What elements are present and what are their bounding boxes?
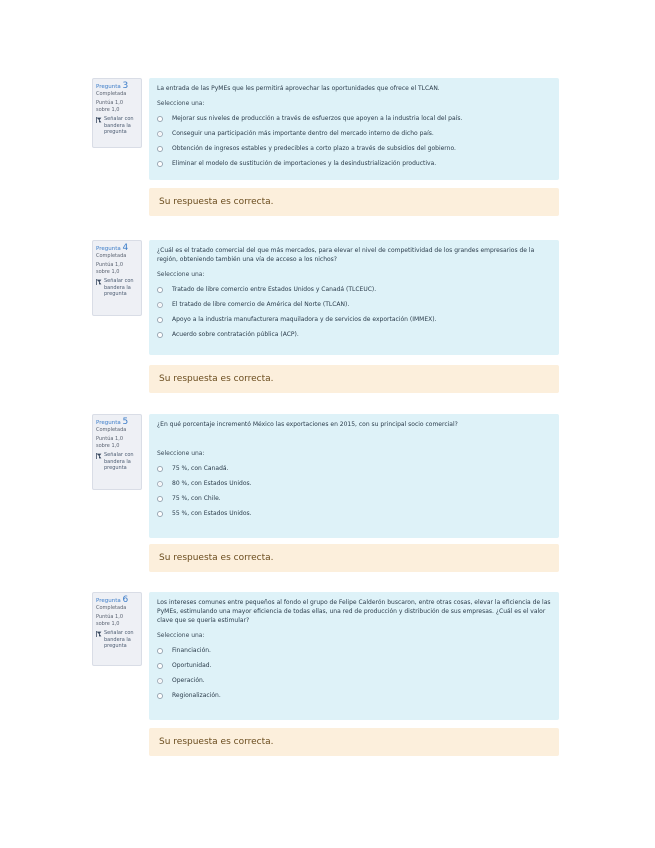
flag-icon: [96, 453, 102, 459]
question-points: Puntúa 1,0: [96, 614, 123, 620]
question-info: [92, 592, 142, 666]
flag-label: Señalar con bandera la pregunta: [104, 278, 134, 297]
radio-button-selected[interactable]: [157, 131, 163, 137]
question-number: Pregunta 5: [96, 417, 129, 427]
question-state: Completada: [96, 90, 127, 97]
question-text: Los intereses comunes entre pequeños al fondo el grupo de Felipe Calderón buscaron, entre otras cosas, elevar la eficiencia de las PyMEs, estimulando una mayor eficiencia de todas ellas, una red de producción y distribución de sus empresas. ¿Cuál es el valor clave que se quería estimular?: [157, 599, 551, 624]
flag-label: Señalar con bandera la pregunta: [104, 116, 134, 135]
answer-prompt: Seleccione una:: [157, 632, 205, 639]
question-points-of: sobre 1,0: [96, 620, 120, 627]
question-points: Puntúa 1,0: [96, 262, 123, 268]
radio-button[interactable]: [157, 146, 163, 152]
answer-option[interactable]: 75 %, con Canadá.: [157, 461, 551, 476]
flag-icon: [96, 279, 102, 285]
answer-option[interactable]: El tratado de libre comercio de América del Norte (TLCAN).: [157, 297, 551, 312]
feedback-correct: Su respuesta es correcta.: [149, 728, 559, 756]
answer-option[interactable]: Conseguir una participación más importante dentro del mercado interno de dicho país.: [157, 126, 551, 141]
question-text: ¿En qué porcentaje incrementó México las exportaciones en 2015, con su principal socio comercial?: [157, 421, 458, 428]
question-points-of: sobre 1,0: [96, 106, 120, 113]
feedback-correct: Su respuesta es correcta.: [149, 365, 559, 393]
question-points-of: sobre 1,0: [96, 442, 120, 449]
question-points: Puntúa 1,0: [96, 100, 123, 106]
radio-button[interactable]: [157, 648, 163, 654]
answer-option[interactable]: Financiación.: [157, 643, 551, 658]
flag-icon: [96, 117, 102, 123]
question-info: [92, 240, 142, 316]
question-points: Puntúa 1,0: [96, 436, 123, 442]
radio-button[interactable]: [157, 317, 163, 323]
answer-option[interactable]: Oportunidad.: [157, 658, 551, 673]
question-state: Completada: [96, 252, 127, 259]
flag-question-button[interactable]: [96, 452, 138, 472]
radio-button[interactable]: [157, 466, 163, 472]
flag-question-button[interactable]: [96, 116, 138, 136]
answer-prompt: Seleccione una:: [157, 100, 205, 107]
radio-button-selected[interactable]: [157, 678, 163, 684]
answer-option[interactable]: Acuerdo sobre contratación pública (ACP).: [157, 327, 551, 342]
feedback-correct: Su respuesta es correcta.: [149, 544, 559, 572]
question-number: Pregunta 4: [96, 243, 129, 253]
question-content: [149, 78, 559, 180]
radio-button-selected[interactable]: [157, 481, 163, 487]
answer-prompt: Seleccione una:: [157, 271, 205, 278]
question-number: Pregunta 3: [96, 81, 129, 91]
answer-option[interactable]: Eliminar el modelo de sustitución de importaciones y la desindustrialización productiva.: [157, 156, 551, 171]
answer-option[interactable]: Obtención de ingresos estables y predecibles a corto plazo a través de subsidios del gobierno.: [157, 141, 551, 156]
question-points-of: sobre 1,0: [96, 268, 120, 275]
flag-label: Señalar con bandera la pregunta: [104, 630, 134, 649]
question-state: Completada: [96, 426, 127, 433]
flag-question-button[interactable]: [96, 630, 138, 650]
answer-option[interactable]: Apoyo a la industria manufacturera maquiladora y de servicios de exportación (IMMEX).: [157, 312, 551, 327]
radio-button-selected[interactable]: [157, 302, 163, 308]
flag-icon: [96, 631, 102, 637]
question-number: Pregunta 6: [96, 595, 129, 605]
flag-label: Señalar con bandera la pregunta: [104, 452, 134, 471]
feedback-correct: Su respuesta es correcta.: [149, 188, 559, 216]
radio-button[interactable]: [157, 116, 163, 122]
answer-option[interactable]: Regionalización.: [157, 688, 551, 703]
radio-button[interactable]: [157, 693, 163, 699]
radio-button[interactable]: [157, 663, 163, 669]
radio-button[interactable]: [157, 161, 163, 167]
radio-button[interactable]: [157, 332, 163, 338]
flag-question-button[interactable]: [96, 278, 138, 298]
answer-option[interactable]: Mejorar sus niveles de producción a través de esfuerzos que apoyen a la industria local del país.: [157, 111, 551, 126]
question-content: [149, 592, 559, 720]
answer-option[interactable]: Operación.: [157, 673, 551, 688]
radio-button[interactable]: [157, 496, 163, 502]
radio-button[interactable]: [157, 511, 163, 517]
question-info: [92, 414, 142, 490]
question-text: La entrada de las PyMEs que les permitirá aprovechar las oportunidades que ofrece el TLCAN.: [157, 85, 440, 92]
question-content: [149, 414, 559, 538]
question-state: Completada: [96, 604, 127, 611]
question-content: [149, 240, 559, 355]
answer-option[interactable]: Tratado de libre comercio entre Estados Unidos y Canadá (TLCEUC).: [157, 282, 551, 297]
question-info: [92, 78, 142, 148]
radio-button[interactable]: [157, 287, 163, 293]
answer-prompt: Seleccione una:: [157, 450, 205, 457]
question-text: ¿Cuál es el tratado comercial del que más mercados, para elevar el nivel de competitividad de los grandes empresarios de la región, obteniendo también una vía de acceso a los nichos?: [157, 247, 535, 263]
answer-option[interactable]: 80 %, con Estados Unidos.: [157, 476, 551, 491]
answer-option[interactable]: 75 %, con Chile.: [157, 491, 551, 506]
answer-option[interactable]: 55 %, con Estados Unidos.: [157, 506, 551, 521]
